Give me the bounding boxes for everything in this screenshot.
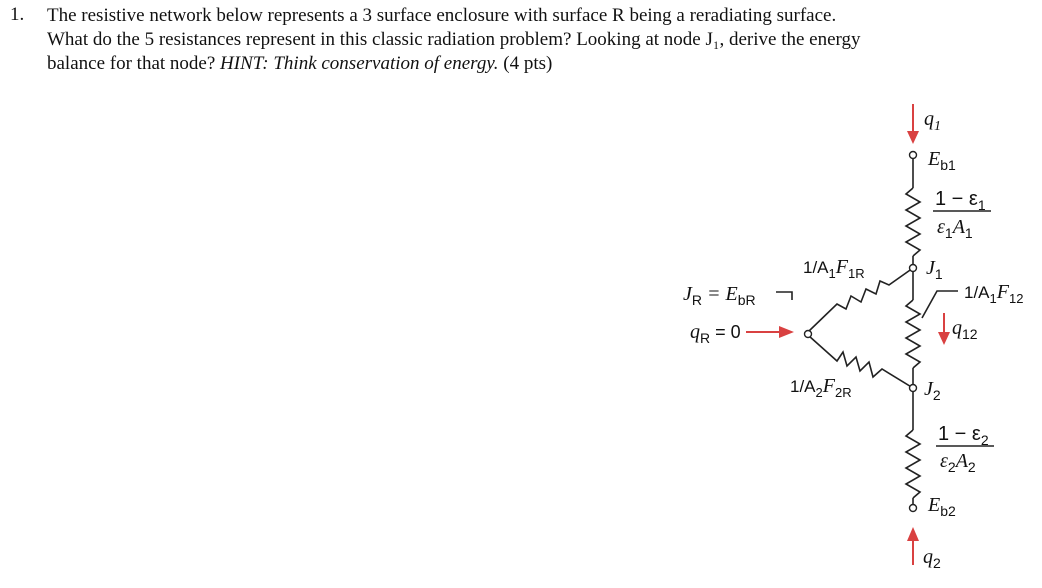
question-line-3-prefix: balance for that node? xyxy=(47,53,221,74)
q1-arrow xyxy=(907,104,919,144)
label-r1-denominator: $\varepsilon_1A_1$ xyxy=(937,216,973,241)
leader-jr xyxy=(776,292,792,300)
resistor-surface-2 xyxy=(906,430,920,498)
label-jr: $J_R = E_{bR}$ xyxy=(683,283,756,308)
leader-r12 xyxy=(922,291,958,318)
node-j1 xyxy=(910,265,917,272)
label-qr: $q_R = 0$ xyxy=(690,321,741,346)
resistor-surface-1 xyxy=(906,188,920,256)
qr-arrow xyxy=(746,326,794,338)
node-eb1 xyxy=(910,152,917,159)
label-eb2: $E_{b2}$ xyxy=(928,494,956,519)
label-r1r: $1/A_1F_{1R}$ xyxy=(803,256,865,281)
label-r12: $1/A_1F_{12}$ xyxy=(964,281,1024,306)
label-q1: $q_1$ xyxy=(924,108,941,134)
question-line-1: The resistive network below represents a 3 surface enclosure with surface R being a reradiating surface. xyxy=(47,5,837,26)
node-jr xyxy=(805,331,812,338)
question-line-2: What do the 5 resistances represent in this classic radiation problem? Looking at node J₁, derive the energy xyxy=(47,29,861,50)
label-q12: $q_{12}$ xyxy=(952,317,978,342)
question-hint: HINT: Think conservation of energy. xyxy=(220,53,499,74)
label-r2r: $1/A_2F_{2R}$ xyxy=(790,375,852,400)
question-number: 1. xyxy=(10,4,25,25)
label-j2: $J_2$ xyxy=(924,378,941,403)
q2-arrow xyxy=(907,527,919,565)
resistor-space-12 xyxy=(906,300,920,368)
label-r2-numerator: $1 - \varepsilon_2$ xyxy=(938,423,989,448)
label-j1: $J_1$ xyxy=(926,257,943,282)
label-eb1: $E_{b1}$ xyxy=(928,148,956,173)
node-j2 xyxy=(910,385,917,392)
label-r1-numerator: $1 - \varepsilon_1$ xyxy=(935,188,986,213)
label-q2: $q_2$ xyxy=(923,546,941,571)
label-r2-denominator: $\varepsilon_2A_2$ xyxy=(940,450,976,475)
node-eb2 xyxy=(910,505,917,512)
q12-arrow xyxy=(938,313,950,345)
question-points: (4 pts) xyxy=(498,53,553,74)
